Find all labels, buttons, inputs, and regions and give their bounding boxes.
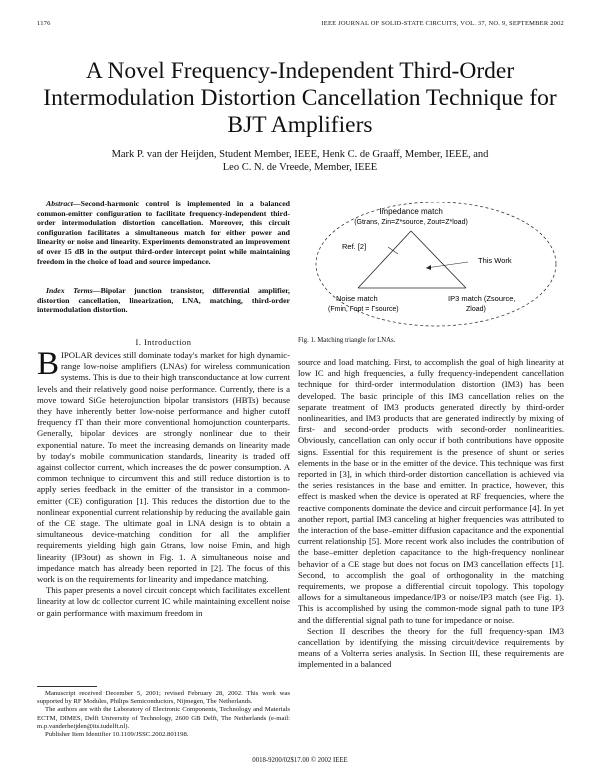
this-work-arrowhead: [426, 265, 431, 270]
copyright-footer: 0018-9200/02$17.00 © 2002 IEEE: [252, 757, 348, 764]
author-line-1: Mark P. van der Heijden, Student Member, IEEE, Henk C. de Graaff, Member, IEEE, and: [111, 149, 489, 160]
fig-top-label-2: (Gtrans, Zin=Z*source, Zout=Z*load): [354, 219, 468, 226]
fig-right-label-1: IP3 match (Zsource,: [448, 294, 516, 303]
triangle-edge-left: [358, 231, 411, 288]
author-line-2: Leo C. N. de Vreede, Member, IEEE: [222, 162, 378, 173]
drop-cap: B: [37, 346, 60, 382]
author-block: [30, 148, 570, 174]
running-header: IEEE JOURNAL OF SOLID-STATE CIRCUITS, VOL. 37, NO. 9, SEPTEMBER 2002: [321, 20, 564, 27]
page-number: 1176: [37, 20, 51, 27]
index-terms-text: Bipolar junction transistor, differential amplifier, distortion cancellation, linearization, LNA, matching, third-order intermodulation distortion.: [37, 286, 291, 315]
footnote-2: The authors are with the Laboratory of Electronic Components, Technology and Materials ECTM, DIMES, Delft University of Technology, 2600 GB Delft, The Netherlands (e-mail: m.p.vanderheijden@its.tudelft.nl).: [37, 706, 290, 730]
intro-body: [37, 346, 290, 619]
fig-left-label-1: Noise match: [336, 294, 378, 303]
intro-p1-text: IPOLAR devices still dominate today's market for high dynamic-range low-noise amplifiers (LNAs) for wireless communication systems. This is due to their high transconductance at low current levels and their relatively good noise performance. Currently, there is a move toward SiGe heterojunction bipolar transistors (HBTs) because they have inherently better low-noise performance and higher cutoff frequency fT than their more conventional homojunction counterparts. Generally, bipolar devices are strongly nonlinear due to their exponential nature. To meet the increasing demands on linearity made by today's mobile communication standards, linearity is traded off against collector current, which increases the dc power consumption. A common technique to circumvent this and still reduce distortion is to apply series feedback in the emitter of the transistor in a common-emitter (CE) configuration [1]. This reduces the distortion due to the nonlinear exponential current relationship by reducing the available gain of the CE stage. The ultimate goal in LNA design is to obtain a simultaneous device-matching condition for all the amplifier requirements yielding high gain Gtrans, low noise Fmin, and high linearity (IP3out) as shown in Fig. 1. A simultaneous noise and impedance match has already been reported in [2]. The focus of this work is on the requirements for linearity and impedance matching.: [37, 350, 290, 585]
index-terms: [37, 286, 290, 315]
matching-triangle-figure: [298, 202, 564, 332]
paper-title: A Novel Frequency-Independent Third-Order Intermodulation Distortion Cancellation Technique for BJT Amplifiers: [43, 58, 557, 138]
abstract-label: Abstract—: [46, 199, 81, 208]
intro-paragraph-1: [37, 346, 290, 585]
index-terms-label: Index Terms—: [46, 286, 101, 295]
footnote-1: Manuscript received December 5, 2001; revised February 28, 2002. This work was supported by RF Modules, Philips Semiconductors, Nijmegen, The Netherlands.: [37, 690, 290, 706]
fig-this-work-label: This Work: [478, 256, 512, 265]
footnote-3: Publisher Item Identifier 10.1109/JSSC.2002.801198.: [45, 731, 189, 739]
triangle-edge-right: [411, 231, 466, 288]
fig-left-label-2: (Fmin, Γopt = Γsource): [328, 306, 399, 313]
this-work-pointer: [426, 262, 468, 268]
footnotes: [37, 690, 290, 739]
right-paragraph-1: source and load matching. First, to accomplish the goal of high linearity at low IC and high frequencies, a fully frequency-independent cancellation technique for third-order intermodulation distortion (IM3) has been developed. The basic principle of this IM3 cancellation relies on the separate treatment of IM3 products generated directly by third-order nonlinearities, and IM3 products that are generated indirectly by mixing of first- and second-order products with second-order nonlinearities. Obviously, cancellation can only occur if both contributions have opposite signs. Essential for this requirement is the presence of shunt or series elements in the base or in the emitter of the device. This technique was first reported in [3], in which third-order distortion cancellation is achieved via the series resistances in the base and emitter. In practice, however, this effect is masked when the device is operated at RF frequencies, where the reactive components dominate the device and circuit performance [4]. In yet another report, partial IM3 canceling at higher frequencies was attributed to the interaction of the base–emitter diffusion capacitance and the exponential current relationship [5]. More recent work also includes the contribution of the base–emitter depletion capacitance to the high-frequency nonlinear behavior of a CE stage but does not focus on IM3 cancellation effects [1]. Second, to accomplish the goal of orthogonality in the matching requirements, we propose a differential circuit topology. This topology allows for a simultaneous impedance/IP3 or noise/IP3 match (see Fig. 1). This is accomplished by using the common-mode signal path to tune IP3 and the differential signal path to tune for impedance or noise.: [298, 357, 564, 625]
abstract-text: Second-harmonic control is implemented in a balanced common-emitter configuration to facilitate frequency-independent third-order intermodulation distortion cancellation. Moreover, this circuit configuration facilitates a simultaneous match for either power and linearity or noise and linearity. Experiments demonstrated an improvement of over 15 dB in the output third-order intercept point while maintaining freedom in the choice of load and source impedance.: [37, 199, 290, 266]
right-column-body: [298, 357, 564, 671]
footnote-rule: [37, 686, 97, 687]
fig-ref-label: Ref. [2]: [342, 242, 367, 251]
section-heading: I. Introduction: [135, 338, 192, 347]
abstract: [37, 199, 290, 266]
intro-paragraph-2: This paper presents a novel circuit concept which facilitates excellent linearity at low dc collector current IC while maintaining excellent noise or gain performance with maximum freedom in: [37, 585, 290, 618]
figure-caption: Fig. 1. Matching triangle for LNAs.: [298, 337, 396, 344]
fig-right-label-2: Zload): [466, 306, 486, 313]
fig-top-label-1: Impedance match: [379, 207, 443, 216]
ref-pointer: [388, 247, 398, 254]
right-paragraph-2: Section II describes the theory for the full frequency-span IM3 cancellation by identifying the missing circuit/device requirements by means of a Volterra series analysis. In Section III, these requirements are implemented in a balanced: [298, 625, 564, 670]
